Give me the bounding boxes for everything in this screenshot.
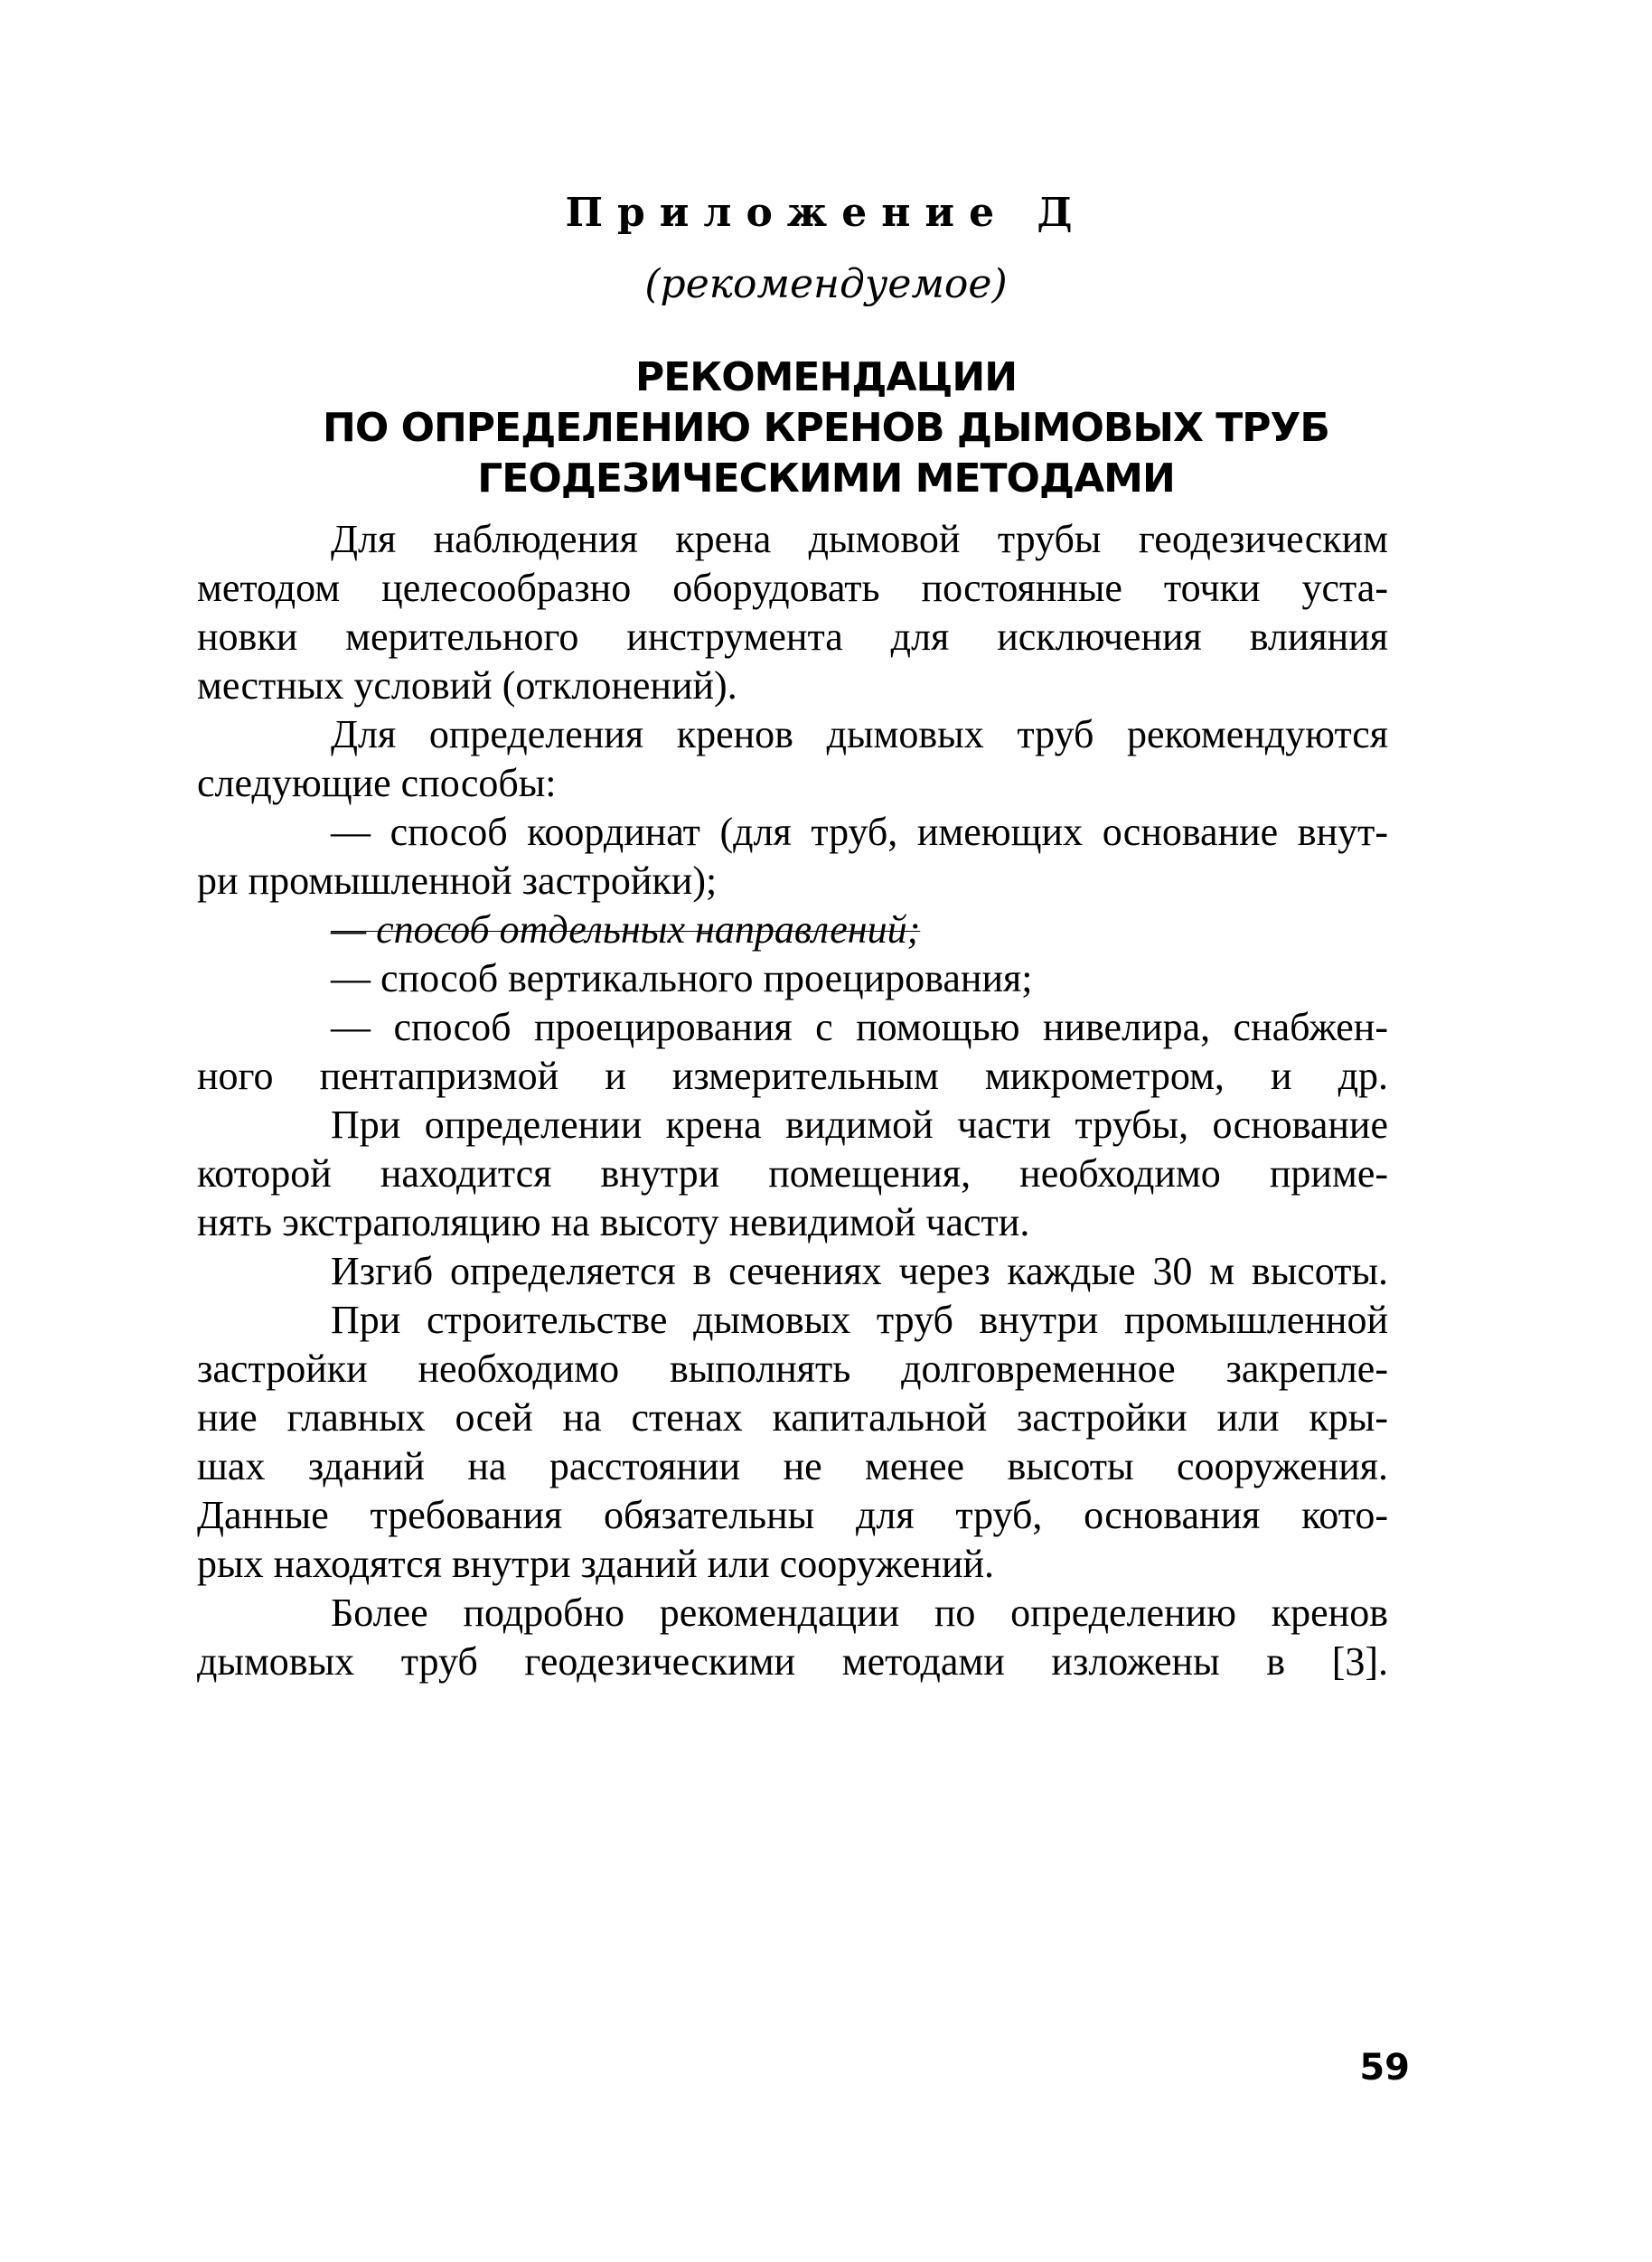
appendix-note: (рекомендуемое) <box>644 261 1008 307</box>
text-line: — способ координат (для труб, имеющих основание внут- <box>331 810 1388 854</box>
heading-line-2: ПО ОПРЕДЕЛЕНИЮ КРЕНОВ ДЫМОВЫХ ТРУБ <box>323 405 1329 451</box>
text-line: При определении крена видимой части трубы, основание <box>331 1103 1388 1147</box>
heading-line-1: РЕКОМЕНДАЦИИ <box>634 354 1018 400</box>
text-line: Данные требования обязательны для труб, основания кото- <box>197 1493 1388 1537</box>
heading-line-3: ГЕОДЕЗИЧЕСКИМИ МЕТОДАМИ <box>477 455 1175 502</box>
text-line: — способ отдельных направлений; <box>331 907 921 952</box>
text-line: застройки необходимо выполнять долговременное закрепле- <box>197 1347 1388 1391</box>
text-line: дымовых труб геодезическими методами изложены в [3]. <box>197 1639 1388 1684</box>
text-line: нять экстраполяцию на высоту невидимой части. <box>197 1200 1030 1244</box>
text-line: шах зданий на расстоянии не менее высоты сооружения. <box>197 1444 1388 1488</box>
text-line: Более подробно рекомендации по определению кренов <box>331 1591 1388 1635</box>
text-line: ние главных осей на стенах капитальной застройки или кры- <box>197 1395 1388 1440</box>
paragraph-bending <box>197 1247 1388 1296</box>
list-item-level-projection <box>197 1003 1388 1101</box>
list-item-directions <box>197 906 1388 954</box>
text-line: которой находится внутри помещения, необходимо приме- <box>197 1151 1388 1196</box>
list-item-coordinates <box>197 808 1388 906</box>
text-line: — способ проецирования с помощью нивелира, снабжен- <box>331 1005 1388 1049</box>
text-line: — способ вертикального проецирования; <box>331 956 1033 1000</box>
paragraph-construction <box>197 1296 1388 1589</box>
text-line: Для наблюдения крена дымовой трубы геодезическим <box>331 517 1388 561</box>
text-line: ного пентапризмой и измерительным микрометром, и др. <box>197 1054 1388 1098</box>
text-line: Для определения кренов дымовых труб рекомендуются <box>331 712 1388 756</box>
page-number: 59 <box>1359 2047 1410 2088</box>
text-line: новки мерительного инструмента для исключения влияния <box>197 615 1388 659</box>
body-text <box>197 515 1388 1686</box>
paragraph-methods-intro <box>197 710 1388 808</box>
text-line: следующие способы: <box>197 761 557 805</box>
text-line: рых находятся внутри зданий или сооружений. <box>197 1542 995 1586</box>
appendix-title: Приложение Д <box>565 190 1087 236</box>
text-line: методом целесообразно оборудовать постоянные точки уста- <box>197 566 1388 610</box>
text-line: местных условий (отклонений). <box>197 663 737 708</box>
paragraph-visible-part <box>197 1101 1388 1247</box>
section-heading <box>0 352 1652 504</box>
paragraph-reference <box>197 1589 1388 1686</box>
list-item-vertical-projection <box>197 954 1388 1003</box>
paragraph-observation <box>197 515 1388 710</box>
text-line: При строительстве дымовых труб внутри промышленной <box>331 1298 1388 1342</box>
text-line: ри промышленной застройки); <box>197 859 718 903</box>
text-line: Изгиб определяется в сечениях через каждые 30 м высоты. <box>331 1249 1388 1293</box>
